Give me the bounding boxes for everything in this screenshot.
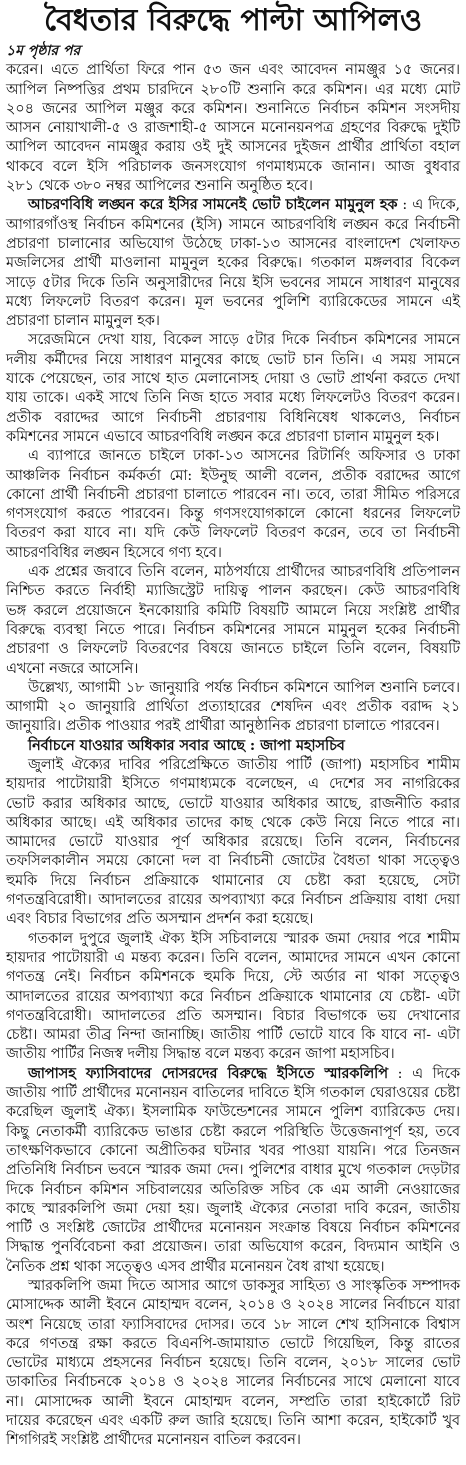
article-line: এখনো নজরে আসেনি। (6, 660, 139, 677)
article-line: দিকে নির্বাচন কমিশন সচিবালয়ের অতিরিক্ত সচিব কে এম আলী নেওয়াজের (6, 1181, 460, 1198)
article-line: আপিল আবেদন নামঞ্জুর করায় ওই দুই আসনের দুইজন প্রার্থীর প্রার্থিতা বহাল (6, 139, 460, 156)
article-line: নৈতিক প্রশ্ন থাকা সত্ত্বেও এসব প্রার্থীর মনোনয়ন বৈধ রাখা হয়েছে। (6, 1258, 385, 1275)
article-paragraph (6, 1277, 460, 1451)
continuation-label: ১ম পৃষ্ঠার পর (6, 43, 81, 59)
line-text: : এ দিকে, (397, 197, 460, 214)
article-paragraph (6, 756, 460, 930)
article-line: হায়দার পাটোয়ারী এ মন্তব্য করেন। তিনি বলেন, আমাদের সামনে এখন কোনো (6, 949, 460, 966)
article-line: স্মারকলিপি জমা দিতে আসার আগে ডাকসুর সাহিত্য ও সাংস্কৃতিক সম্পাদক (28, 1278, 460, 1294)
article-paragraph (6, 447, 460, 563)
article-paragraph (6, 1065, 460, 1277)
article-line: করেন। এতে প্রার্থিতা ফিরে পান ৫৩ জন এবং আবেদন নামঞ্জুর ১৫ জনের। (6, 62, 460, 79)
article-line: বিতরণ করা যাবে না। যদি কেউ লিফলেট বিতরণ করেন, তবে তা নির্বাচনী (6, 525, 460, 542)
article-line: ভোট করার অধিকার আছে, ভোটে যাওয়ার অধিকার আছে, রাজনীতি করার (6, 795, 460, 812)
article-line: গণতন্ত্রবিরোধী। আদালতের প্রতি অসম্মান। বিচার বিভাগকে ভয় দেখানোর (6, 1007, 460, 1024)
article-line: আঞ্চলিক নির্বাচন কর্মকর্তা মো: ইউনুছ আলী বলেন, প্রতীক বরাদ্দের আগে (6, 467, 460, 484)
article-paragraph (6, 563, 460, 679)
article-line: গণতন্ত্রবিরোধী। আদালতের রায়ের অপব্যাখ্যা করে নির্বাচন প্রক্রিয়ায় বাধা দেয়া (6, 892, 460, 909)
article-line: বিরুদ্ধে ব্যবস্থা নিতে পারে। নির্বাচন কমিশনের সামনে মামুনুল হকের নির্বাচনী (6, 621, 460, 638)
article-line: মোসাদ্দেক আলী ইবনে মোহাম্মদ বলেন, ২০১৪ ও ২০২৪ সালের নির্বাচনে যারা (6, 1297, 460, 1314)
article-line: শিগগিরই সংশ্লিষ্ট প্রার্থীদের মনোনয়ন বাতিল করবেন। (6, 1432, 301, 1449)
article-line: করে গণতন্ত্র রক্ষা করতে বিএনপি-জামায়াত ভোটে গিয়েছিল, কিন্তু রাতের (6, 1335, 460, 1352)
article-section (6, 737, 460, 1451)
article-line: তফসিলকালীন সময়ে কোনো দল বা নির্বাচনী জোটের বৈধতা থাকা সত্ত্বেও (6, 853, 460, 870)
article-paragraph (6, 331, 460, 447)
article-paragraph (6, 679, 460, 737)
line-text: : এ দিকে (387, 1065, 460, 1082)
article-line: আসন নোয়াখালী-৫ ও রাজশাহী-৫ আসনে মনোনয়নপত্র গ্রহণের বিরুদ্ধে দুইটি (6, 120, 460, 137)
article-line: ভোটের মাধ্যমে প্রহসনের নির্বাচন হয়েছে। তিনি বলেন, ২০১৮ সালের ভোট (6, 1355, 460, 1372)
article-line: তাৎক্ষণিকভাবে কোনো অপ্রীতিকর ঘটনার খবর পাওয়া যায়নি। পরে তিনজন (6, 1142, 460, 1159)
article-line: এক প্রশ্নের জবাবে তিনি বলেন, মাঠপর্যায়ে প্রার্থীদের আচরণবিধি প্রতিপালন (28, 564, 460, 581)
article-line: আদালতের রায়ের অপব্যাখ্যা করে নির্বাচন প্রক্রিয়াকে থামানোর যে চেষ্টা- এটা (6, 988, 460, 1005)
article-paragraph (6, 930, 460, 1065)
article-line: হায়দার পাটোয়ারী ইসিতে গণমাধ্যমকে বলেছেন, এ দেশের সব নাগরিকের (6, 776, 460, 793)
article-line: এ ব্যাপারে জানতে চাইলে ঢাকা-১৩ আসনের রিটার্নিং অফিসার ও ঢাকা (28, 448, 460, 465)
article-line: জাতীয় পার্টি প্রার্থীদের মনোনয়ন বাতিলের দাবিতে ইসি গতকাল ঘেরাওয়ের চেষ্টা (6, 1085, 460, 1102)
article-line: হুমকি দিয়ে নির্বাচন প্রক্রিয়াকে থামানোর যে চেষ্টা করা হয়েছে, সেটা (6, 872, 460, 889)
article-line: আমাদের ভোটে যাওয়ার পূর্ণ অধিকার রয়েছে। তিনি বলেন, নির্বাচনের (6, 834, 460, 851)
article-line: নিশ্চিত করতে নির্বাহী ম্যাজিস্ট্রেট দায়িত্ব পালন করছেন। কেউ আচরণবিধি (6, 583, 460, 600)
article-line: জাতীয় পার্টির নিজস্ব দলীয় সিদ্ধান্ত বলে মন্তব্য করেন জাপা মহাসচিব। (6, 1046, 395, 1063)
article-line: না। মোসাদ্দেক আলী ইবনে মোহাম্মদ বলেন, সম্প্রতি তারা হাইকোর্টে রিট (6, 1393, 460, 1410)
article-line: যাকে পেয়েছেন, তার সাথে হাত মেলানোসহ দোয়া ও ভোট প্রার্থনা করতে দেখা (6, 371, 460, 388)
article-line: ডাকাতির নির্বাচনকে ২০১৪ ও ২০২৪ সালের নির্বাচনের সাথে মেলানো যাবে (6, 1374, 460, 1391)
article-line: ২৮১ থেকে ৩৮০ নম্বর আপিলের শুনানি অনুষ্ঠিত হবে। (6, 178, 313, 195)
article-line: জানুয়ারি। প্রতীক পাওয়ার পরই প্রার্থীরা আনুষ্ঠানিক প্রচারণা চালাতে পারবেন। (6, 718, 440, 735)
section-subheading: নির্বাচনে যাওয়ার অধিকার সবার আছে : জাপা মহাসচিব (28, 737, 345, 754)
paragraph-lead: আচরণবিধি লঙ্ঘন করে ইসির সামনেই ভোট চাইলেন মামুনুল হক (28, 197, 398, 214)
article-line: সাড়ে ৫টার দিকে তিনি অনুসারীদের নিয়ে ইসি ভবনের সামনে সাধারণ মানুষের (6, 274, 460, 291)
article-line: আপিল নিষ্পত্তির প্রথম চারদিনে ২৮০টি শুনানি করে কমিশন। এর মধ্যে মোট (6, 81, 460, 98)
article-line: প্রচারণা ও লিফলেট বিতরণের বিষয়ে জানতে চাইলে তিনি বলেন, বিষয়টি (6, 641, 460, 658)
article-line: যায় তাকে। একই সাথে তিনি নিজ হাতে সবার মধ্যে লিফলেটও বিতরণ করেন। (6, 390, 460, 407)
article-line: অধিকার আছে। এই অধিকার তাদের কাছ থেকে কেউ নিয়ে নিতে পারে না। (6, 814, 460, 831)
article-line: ভঙ্গ করলে প্রয়োজনে ইনকোয়ারি কমিটি বিষয়টি আমলে নিয়ে সংশ্লিষ্ট প্রার্থীর (6, 602, 460, 619)
article-line: আচরণবিধির লঙ্ঘন হিসেবে গণ্য হবে। (6, 544, 222, 561)
article-line: কাছে স্মারকলিপি জমা দেয়া হয়। জুলাই ঐক্যের নেতারা দাবি করেন, জাতীয় (6, 1200, 460, 1217)
article-line: পার্টি ও সংশ্লিষ্ট জোটের প্রার্থীদের মনোনয়ন সংক্রান্ত বিষয়ে নির্বাচন কমিশনের (6, 1220, 460, 1237)
article-line: প্রতীক বরাদ্দের আগে নির্বাচনী প্রচারণায় বিধিনিষেধ থাকলেও, নির্বাচন (6, 409, 460, 426)
article-line: দায়ের করেছেন এবং একটি রুল জারি হয়েছে। তিনি আশা করেন, হাইকোর্ট খুব (6, 1413, 460, 1430)
article-section (6, 61, 460, 736)
article-line: করেছিল জুলাই ঐক্য। ইসলামিক ফাউন্ডেশনের সামনে পুলিশ ব্যারিকেড দেয়। (6, 1104, 460, 1121)
article-line: গণসংযোগ করতে পারবেন। কিন্তু গণসংযোগকালে কোনো ধরনের লিফলেট (6, 506, 460, 523)
article-paragraph (6, 196, 460, 331)
article-line: মধ্যে লিফলেট বিতরণ করেন। মূল ভবনের পুলিশি ব্যারিকেডের সামনে এই (6, 293, 460, 310)
article-body (6, 42, 460, 1451)
article-line: সরেজমিনে দেখা যায়, বিকেল সাড়ে ৫টার দিকে নির্বাচন কমিশনের সামনে (28, 332, 460, 349)
article-line (6, 196, 460, 215)
article-line: সিদ্ধান্ত পুনর্বিবেচনা করা প্রয়োজন। তারা অভিযোগ করেন, বিদ্যমান আইনি ও (6, 1239, 460, 1256)
article-line: কমিশনের সামনে এভাবে আচরণবিধি লঙ্ঘন করে প্রচারণা চালান মামুনুল হক। (6, 428, 440, 445)
headline: বৈধতার বিরুদ্ধে পাল্টা আপিলও (43, 3, 423, 38)
article-line: থাকবে বলে ইসি পরিচালক জনসংযোগ গণমাধ্যমকে জানান। আজ বুধবার (6, 158, 460, 175)
article-line: চেষ্টা। আমরা তীব্র নিন্দা জানাচ্ছি। জাতীয় পার্টি ভোটে যাবে কি যাবে না- এটা (6, 1027, 460, 1044)
article-line: প্রচারণা চালান মামুনুল হক। (6, 313, 160, 330)
article-line (6, 1065, 460, 1084)
article-line: জুলাই ঐক্যের দাবির পরিপ্রেক্ষিতে জাতীয় পার্টি (জাপা) মহাসচিব শামীম (28, 756, 460, 773)
article-paragraph (6, 61, 460, 196)
article-line: অংশ নিয়েছে তারা ফ্যাসিবাদের দোসর। তবে ১৮ সালে শেখ হাসিনাকে বিশ্বাস (6, 1316, 460, 1333)
article-line: আগামী ২০ জানুয়ারি প্রার্থিতা প্রত্যাহারের শেষদিন এবং প্রতীক বরাদ্দ ২১ (6, 699, 460, 716)
article-line: ২০৪ জনের আপিল মঞ্জুর করে কমিশন। শুনানিতে নির্বাচন কমিশন সংসদীয় (6, 100, 460, 117)
article-line: প্রচারণা চালানোর অভিযোগ উঠেছে ঢাকা-১৩ আসনের বাংলাদেশ খেলাফত (6, 235, 460, 252)
article-line: আগারগাঁওস্থ নির্বাচন কমিশনের (ইসি) সামনে আচরণবিধি লঙ্ঘন করে নির্বাচনী (6, 216, 460, 233)
article-line: কোনো প্রার্থী নির্বাচনী প্রচারণা চালাতে পারবেন না। তবে, তারা সীমিত পরিসরে (6, 486, 460, 503)
article-line: এবং বিচার বিভাগের প্রতি অসম্মান প্রদর্শন করা হয়েছে। (6, 911, 314, 928)
article-line: দলীয় কর্মীদের নিয়ে সাধারণ মানুষের কাছে ভোট চান তিনি। এ সময় সামনে (6, 351, 460, 368)
article-line: কিছু নেতাকর্মী ব্যারিকেড ভাঙার চেষ্টা করলে পরিস্থিতি উত্তেজনাপূর্ণ হয়, তবে (6, 1123, 460, 1140)
article-line: প্রতিনিধি নির্বাচন ভবনে স্মারক জমা দেন। পুলিশের বাধার মুখে গতকাল দেড়টার (6, 1162, 460, 1179)
article-line: গণতন্ত্র নেই। নির্বাচন কমিশনকে হুমকি দিয়ে, স্টে অর্ডার না থাকা সত্ত্বেও (6, 969, 460, 986)
paragraph-lead: জাপাসহ ফ্যাসিবাদের দোসরদের বিরুদ্ধে ইসিতে স্মারকলিপি (28, 1065, 388, 1082)
article-line: গতকাল দুপুরে জুলাই ঐক্য ইসি সচিবালয়ে স্মারক জমা দেয়ার পরে শামীম (28, 930, 460, 947)
article-line: উল্লেখ্য, আগামী ১৮ জানুয়ারি পর্যন্ত নির্বাচন কমিশনে আপিল শুনানি চলবে। (28, 679, 460, 696)
article-line: মজলিসের প্রার্থী মাওলানা মামুনুল হকের বিরুদ্ধে। গতকাল মঙ্গলবার বিকেল (6, 255, 460, 272)
